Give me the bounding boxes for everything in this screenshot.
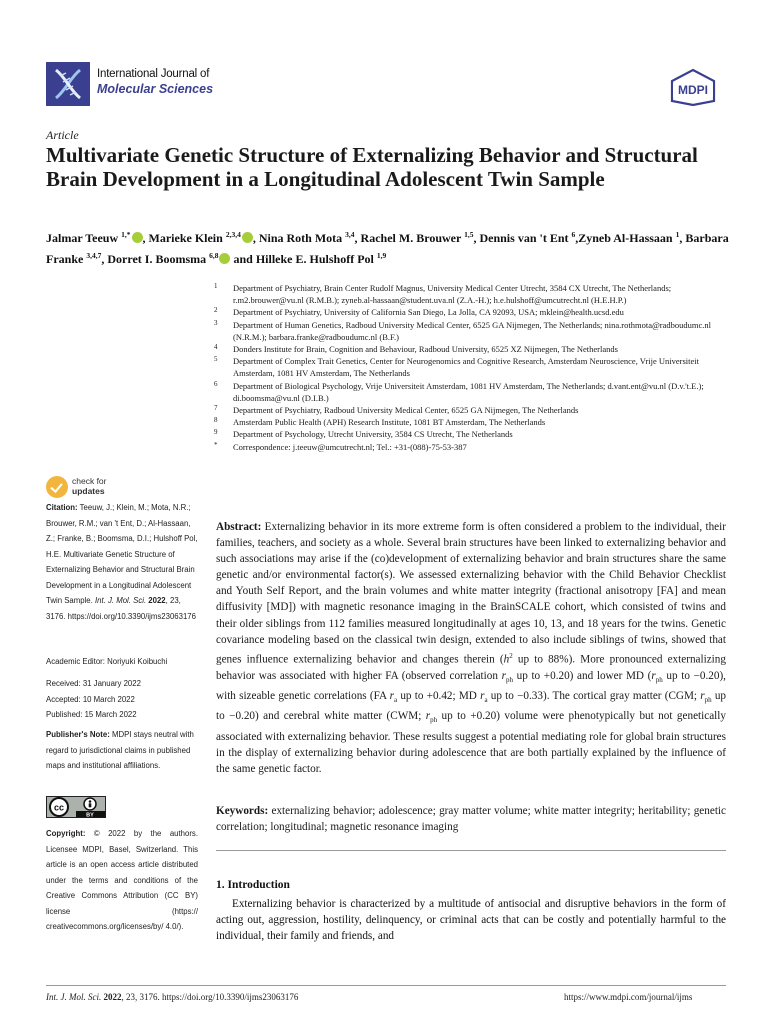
- affiliation-number: *: [214, 440, 218, 449]
- author-name[interactable]: Hilleke E. Hulshoff Pol: [255, 252, 374, 266]
- check-for-updates-button[interactable]: [46, 474, 126, 502]
- author-list: [46, 226, 736, 268]
- author-affiliation-sup: 1,5: [464, 230, 474, 239]
- author-affiliation-sup: 2,3,4: [225, 230, 241, 239]
- orcid-icon[interactable]: [242, 232, 253, 243]
- affiliation-text: Department of Psychiatry, Brain Center Rudolf Magnus, University Medical Center Utrecht, 3584 CX Utrecht, The Netherlands; r.m2.brouwer@vu.nl (R.M.B.); zyneb.al-hassaan@student.uva.nl (Z.A.-H.); h.e.hulshoff@umcutrecht.nl (H.E.H.P.): [233, 283, 672, 306]
- publisher-note: [46, 727, 198, 774]
- affiliation-item: [214, 428, 730, 440]
- author-name[interactable]: Marieke Klein: [148, 231, 223, 245]
- author-name[interactable]: Barbara Franke: [46, 231, 729, 266]
- affiliation-number: 3: [214, 318, 218, 327]
- affiliation-item: [214, 404, 730, 416]
- journal-name: [97, 67, 213, 97]
- footer-journal: Int. J. Mol. Sci.: [46, 992, 102, 1002]
- check-icon: [46, 476, 68, 498]
- author-affiliation-sup: 1,9: [376, 251, 387, 260]
- academic-editor: Academic Editor: Noriyuki Koibuchi: [46, 657, 168, 666]
- affiliation-item: [214, 306, 730, 318]
- copyright-notice: [46, 826, 198, 935]
- author-name[interactable]: Dennis van 't Ent: [479, 231, 569, 245]
- author-separator: ,: [142, 231, 149, 245]
- affiliation-number: 4: [214, 343, 218, 352]
- footer-year: 2022: [103, 992, 122, 1002]
- keywords-label: Keywords:: [216, 805, 269, 817]
- affiliation-item: [214, 380, 730, 404]
- author-separator: and: [230, 252, 256, 266]
- affiliation-number: 7: [214, 404, 218, 413]
- affiliation-text: Donders Institute for Brain, Cognition and Behaviour, Radboud University, 6525 XZ Nijmegen, The Netherlands: [233, 344, 618, 355]
- publisher-note-text: MDPI stays neutral with regard to jurisdictional claims in published maps and institutional affiliations.: [46, 730, 194, 770]
- affiliation-number: 1: [214, 282, 218, 290]
- author-separator: ,: [575, 231, 579, 245]
- abstract-label: Abstract:: [216, 521, 262, 533]
- affiliation-text: Department of Complex Trait Genetics, Center for Neurogenomics and Cognitive Research, Amsterdam Neuroscience, Vrije Universiteit Amsterdam, 1081 HV Amsterdam, The Netherlands: [233, 356, 700, 379]
- footer-doi[interactable]: , 23, 3176. https://doi.org/10.3390/ijms23063176: [121, 992, 299, 1002]
- author-separator: ,: [354, 231, 361, 245]
- author-name[interactable]: Zyneb Al-Hassaan: [578, 231, 673, 245]
- affiliation-number: 5: [214, 355, 218, 364]
- affiliation-text: Department of Biological Psychology, Vrije Universiteit Amsterdam, 1081 HV Amsterdam, The Netherlands; d.vant.ent@vu.nl (D.v.'t.E.); di.boomsma@vu.nl (D.I.B.): [233, 380, 704, 403]
- author-affiliation-sup: 3,4: [345, 230, 355, 239]
- author-name[interactable]: Jalmar Teeuw: [46, 231, 119, 245]
- affiliation-text: Department of Human Genetics, Radboud University Medical Center, 6525 GA Nijmegen, The Netherlands; nina.rothmota@radboudumc.nl (N.R.M.); barbara.franke@radboudumc.nl (B.F.): [233, 319, 712, 342]
- article-type: Article: [46, 128, 79, 142]
- affiliation-text: Department of Psychiatry, University of California San Diego, La Jolla, CA 92093, USA; mklein@health.ucsd.edu: [233, 307, 624, 318]
- section-heading: 1. Introduction: [216, 879, 290, 891]
- citation-doi[interactable]: , 23, 3176. https://doi.org/10.3390/ijms23063176: [46, 596, 196, 621]
- copyright-text: © 2022 by the authors. Licensee MDPI, Basel, Switzerland. This article is an open access article distributed under the terms and conditions of the Creative Commons Attribution (CC BY) license (https:// creativecommons.org/licenses/by/ 4.0/).: [46, 829, 198, 931]
- affiliation-text: Department of Psychiatry, Radboud University Medical Center, 6525 GA Nijmegen, The Netherlands: [233, 405, 579, 416]
- keywords-text: externalizing behavior; adolescence; gray matter volume; white matter integrity; heritability; genetic correlation; longitudinal; magnetic resonance imaging: [216, 805, 727, 834]
- affiliation-number: 9: [214, 428, 218, 437]
- cc-icon-text: cc: [53, 802, 65, 813]
- copyright-label: Copyright:: [46, 829, 86, 838]
- affiliation-text: Correspondence: j.teeuw@umcutrecht.nl; Tel.: +31-(088)-75-53-387: [233, 441, 467, 452]
- journal-logo[interactable]: [46, 62, 90, 106]
- author-name[interactable]: Dorret I. Boomsma: [107, 252, 207, 266]
- section-body: Externalizing behavior is characterized by a multitude of antisocial and disruptive behaviors in the form of acting out, aggression, hostility, delinquency, or criminal acts that can be costly and potentially harmful to the individual, their family and friends, and: [216, 898, 726, 943]
- affiliation-number: 2: [214, 306, 218, 315]
- abstract: Abstract: Externalizing behavior in its more extreme form is often considered a problem to the individual, their families, teachers, and society as a whole. Several brain structures have been linked to externalizing behavior and such associations may arise if the (co)development of externalizing behavior and brain structures share the same genetic and/or environmental factor(s). We assessed externalizing behavior with the Child Behavior Checklist and Youth Self Report, and the brain volumes and white matter integrity (fractional anisotropy [FA] and mean diffusivity [MD]) with magnetic resonance imaging in the BrainSCALE cohort, which consisted of twins and their older siblings from 112 families measured longitudinally at ages 10, 13, and 18 years for the twins. Genetic covariance modeling based on the classical twin design, extended to also include siblings of twins, showed that genes influence externalizing behavior and changes therein ($h^2$ up to 88%). More pronounced externalizing behavior was associated with higher FA (observed correlation $r_{ph}$ up to +0.20) and lower MD ($r_{ph}$ up to −0.20), with sizeable genetic correlations (FA $r_a$ up to +0.42; MD $r_a$ up to −0.33). The cortical gray matter (CGM; $r_{ph}$ up to −0.20) and cerebral white matter (CWM; $r_{ph}$ up to +0.20) volume were phenotypically but not genetically associated with externalizing behavior. These results suggest a potential mediating role for global brain structures in the display of externalizing behavior during adolescence that are both partially explained by the influence of the same genetic factor.: [216, 521, 727, 775]
- cc-by-license-badge[interactable]: [46, 796, 106, 818]
- author-affiliation-sup: 1: [675, 230, 680, 239]
- keywords: [216, 803, 726, 835]
- by-icon-text: BY: [86, 812, 94, 818]
- author-name[interactable]: Rachel M. Brouwer: [360, 231, 462, 245]
- affiliation-number: 6: [214, 379, 218, 388]
- dna-helix-icon: [46, 62, 90, 106]
- article-title: Multivariate Genetic Structure of Externalizing Behavior and Structural Brain Development in a Longitudinal Adolescent Twin Sample: [46, 143, 698, 191]
- mdpi-icon: [668, 68, 718, 106]
- footer-journal-url[interactable]: https://www.mdpi.com/journal/ijms: [564, 992, 693, 1002]
- affiliation-item: [214, 343, 730, 355]
- citation-journal: Int. J. Mol. Sci.: [94, 596, 147, 605]
- affiliation-item: [214, 319, 730, 343]
- check-updates-line1: check for: [72, 476, 107, 486]
- affiliation-item: [214, 441, 730, 453]
- creative-commons-icon: [46, 796, 106, 818]
- affiliation-item: [214, 282, 730, 306]
- journal-name-line2: Molecular Sciences: [97, 82, 214, 96]
- publisher-note-label: Publisher's Note:: [46, 730, 110, 739]
- orcid-icon[interactable]: [219, 253, 230, 264]
- journal-name-line1: International Journal of: [97, 68, 210, 80]
- check-updates-line2: updates: [72, 486, 105, 496]
- affiliation-text: Department of Psychology, Utrecht University, 3584 CS Utrecht, The Netherlands: [233, 429, 513, 440]
- author-affiliation-sup: 1,*: [121, 230, 131, 239]
- author-affiliation-sup: 3,4,7: [86, 251, 102, 260]
- section-divider: [216, 850, 726, 851]
- author-name[interactable]: Nina Roth Mota: [258, 231, 343, 245]
- author-separator: ,: [252, 231, 259, 245]
- citation-year: 2022: [148, 596, 166, 605]
- affiliation-number: 8: [214, 416, 218, 425]
- citation-block: [46, 500, 198, 624]
- citation-text: Teeuw, J.; Klein, M.; Mota, N.R.; Brouwer, R.M.; van 't Ent, D.; Al-Hassaan, Z.; Franke, B.; Boomsma, D.I.; Hulshoff Pol, H.E. Multivariate Genetic Structure of Externalizing Behavior and Structural Brain Development in a Longitudinal Adolescent Twin Sample.: [46, 503, 198, 605]
- date-published: Published: 15 March 2022: [46, 710, 137, 719]
- date-received: Received: 31 January 2022: [46, 679, 141, 688]
- citation-label: Citation:: [46, 503, 78, 512]
- date-accepted: Accepted: 10 March 2022: [46, 694, 135, 704]
- mdpi-logo[interactable]: [668, 68, 718, 106]
- orcid-icon[interactable]: [132, 232, 143, 243]
- author-separator: ,: [473, 231, 480, 245]
- affiliation-item: [214, 355, 730, 379]
- footer-citation: [46, 992, 298, 1002]
- affiliation-text: Amsterdam Public Health (APH) Research Institute, 1081 BT Amsterdam, The Netherlands: [233, 417, 546, 428]
- mdpi-logo-text: MDPI: [678, 83, 708, 97]
- article-dates: [46, 676, 198, 723]
- author-separator: ,: [679, 231, 686, 245]
- author-affiliation-sup: 6,8: [209, 251, 219, 260]
- author-affiliation-sup: 6: [571, 230, 576, 239]
- affiliation-item: [214, 416, 730, 428]
- footer-divider: [46, 985, 726, 986]
- author-separator: ,: [101, 252, 108, 266]
- affiliation-list: [214, 282, 730, 453]
